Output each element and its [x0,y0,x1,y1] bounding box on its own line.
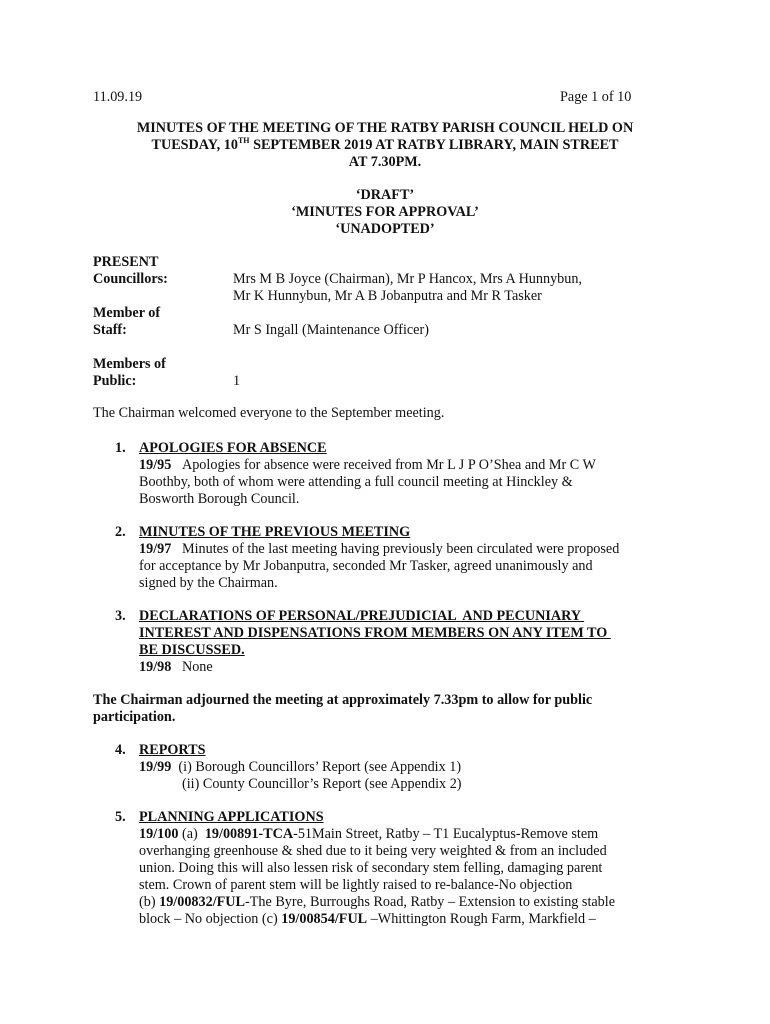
title-line-3: AT 7.30PM. [348,154,422,170]
item-3-heading-2: INTEREST AND DISPENSATIONS FROM MEMBERS ON ANY ITEM TO [139,625,611,641]
public-label-1: Members of [93,356,166,372]
item-5-heading: PLANNING APPLICATIONS [139,809,324,825]
approval-label: ‘MINUTES FOR APPROVAL’ [291,204,479,220]
title-line-2: TUESDAY, 10TH SEPTEMBER 2019 AT RATBY LIBRARY, MAIN STREET [151,136,619,153]
item-5-line-4: stem. Crown of parent stem will be lightly raised to re-balance-No objection [139,877,573,893]
unadopted-label: ‘UNADOPTED’ [335,221,435,237]
item-4-number: 4. [115,742,126,758]
item-2-line-1: 19/97 Minutes of the last meeting having previously been circulated were proposed [139,541,620,557]
item-2-heading: MINUTES OF THE PREVIOUS MEETING [139,524,411,540]
staff-value: Mr S Ingall (Maintenance Officer) [233,322,429,338]
item-3-heading-3: BE DISCUSSED. [139,642,245,658]
page-number: Page 1 of 10 [560,89,632,105]
adjournment-line-1: The Chairman adjourned the meeting at approximately 7.33pm to allow for public [93,692,593,708]
item-1-number: 1. [115,440,126,456]
minutes-title [0,120,770,171]
item-4-line-2: (ii) County Councillor’s Report (see Appendix 2) [182,776,462,792]
councillors-label: Councillors: [93,271,168,287]
present-heading: PRESENT [93,254,159,270]
item-5-number: 5. [115,809,126,825]
item-1-line-2: Boothby, both of whom were attending a full council meeting at Hinckley & [139,474,573,490]
item-5-line-3: union. Doing this will also lessen risk of secondary stem felling, damaging parent [139,860,603,876]
item-5-line-6: block – No objection (c) 19/00854/FUL –Whittington Rough Farm, Markfield – [139,911,596,927]
item-1-line-3: Bosworth Borough Council. [139,491,300,507]
item-2-line-3: signed by the Chairman. [139,575,278,591]
draft-label: ‘DRAFT’ [355,187,415,203]
welcome-text: The Chairman welcomed everyone to the September meeting. [93,405,445,421]
item-2-number: 2. [115,524,126,540]
item-3-heading-1: DECLARATIONS OF PERSONAL/PREJUDICIAL AND PECUNIARY [139,608,585,624]
item-5-line-2: overhanging greenhouse & shed due to it being very weighted & from an included [139,843,607,859]
public-value: 1 [233,373,241,389]
meeting-date: 11.09.19 [93,89,143,105]
staff-label-1: Member of [93,305,161,321]
staff-label-2: Staff: [93,322,127,338]
item-1-line-1: 19/95 Apologies for absence were received from Mr L J P O’Shea and Mr C W [139,457,596,473]
item-3-line-1: 19/98 None [139,659,213,675]
councillors-line-1: Mrs M B Joyce (Chairman), Mr P Hancox, Mrs A Hunnybun, [233,271,583,287]
title-line-1: MINUTES OF THE MEETING OF THE RATBY PARISH COUNCIL HELD ON [136,120,634,136]
councillors-line-2: Mr K Hunnybun, Mr A B Jobanputra and Mr R Tasker [233,288,542,304]
item-4-line-1: 19/99 (i) Borough Councillors’ Report (see Appendix 1) [139,759,462,775]
item-3-number: 3. [115,608,126,624]
public-label-2: Public: [93,373,137,389]
item-5-line-5: (b) 19/00832/FUL-The Byre, Burroughs Road, Ratby – Extension to existing stable [139,894,616,910]
item-1-heading: APOLOGIES FOR ABSENCE [139,440,327,456]
draft-status [0,187,770,238]
item-4-heading: REPORTS [139,742,206,758]
adjournment-line-2: participation. [93,709,176,725]
item-2-line-2: for acceptance by Mr Jobanputra, seconded Mr Tasker, agreed unanimously and [139,558,593,574]
item-5-line-1: 19/100 (a) 19/00891-TCA-51Main Street, Ratby – T1 Eucalyptus-Remove stem [139,826,599,842]
